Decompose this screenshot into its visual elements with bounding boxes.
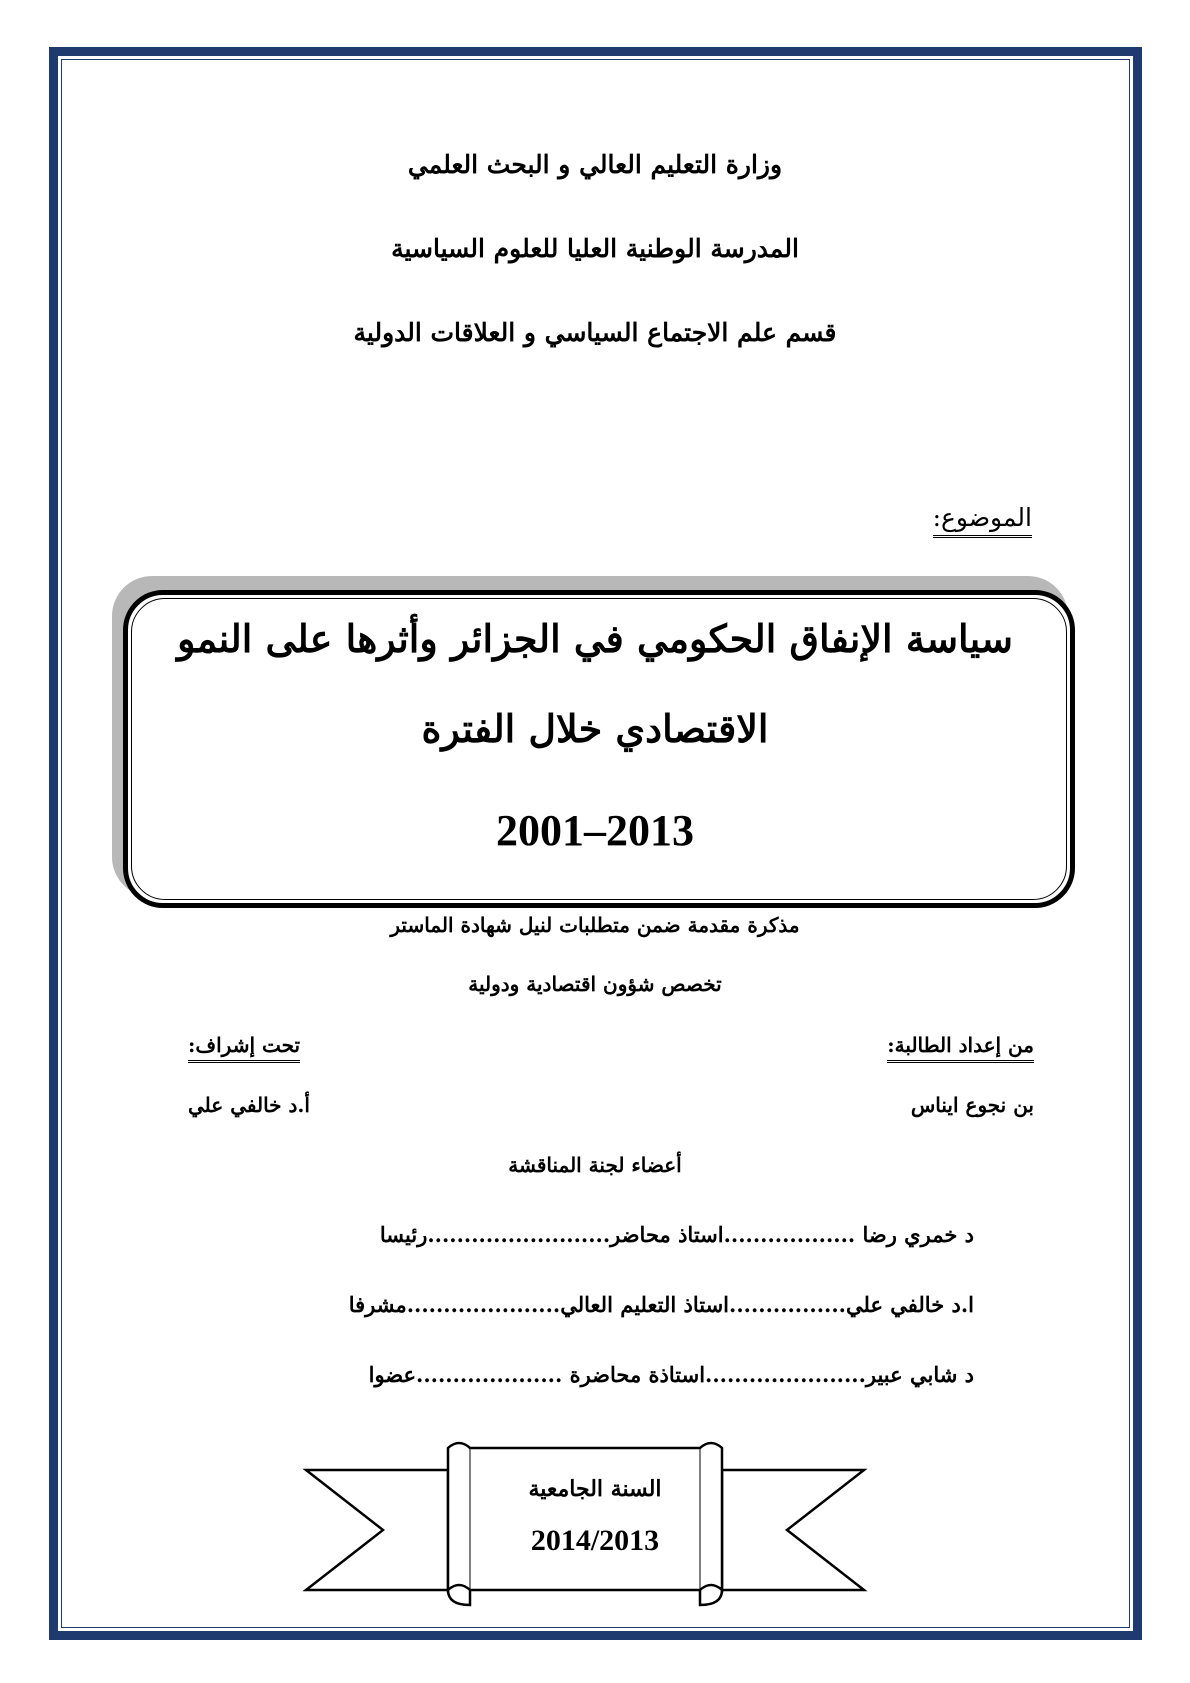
department-name: قسم علم الاجتماع السياسي و العلاقات الدولية — [353, 318, 837, 347]
thesis-purpose: مذكرة مقدمة ضمن متطلبات لنيل شهادة الماستر — [390, 913, 800, 937]
supervisor-name: أ.د خالفي علي — [188, 1093, 310, 1117]
supervisor-label: تحت إشراف: — [188, 1033, 300, 1063]
academic-year-value: 2014/2013 — [530, 1524, 660, 1557]
student-label: من إعداد الطالبة: — [887, 1033, 1034, 1063]
committee-member-3: د شابي عبير......................استاذة محاضرة ....................عضوا — [368, 1362, 974, 1387]
committee-heading: أعضاء لجنة المناقشة — [508, 1153, 682, 1177]
ministry-name: وزارة التعليم العالي و البحث العلمي — [407, 150, 783, 179]
thesis-title-years: 2001–2013 — [496, 806, 694, 855]
subject-label: الموضوع: — [933, 503, 1032, 538]
thesis-title-line-2: الاقتصادي خلال الفترة — [421, 706, 769, 751]
school-name: المدرسة الوطنية العليا للعلوم السياسية — [391, 234, 799, 263]
committee-member-2: ا.د خالفي علي................استاذ التعليم العالي.....................مشرفا — [348, 1292, 974, 1317]
thesis-title-line-1: سياسة الإنفاق الحكومي في الجزائر وأثرها على النمو — [177, 616, 1013, 661]
thesis-specialty: تخصص شؤون اقتصادية ودولية — [468, 972, 722, 996]
committee-member-1: د خمري رضا ..................استاذ محاضر.........................رئيسا — [379, 1222, 974, 1247]
academic-year-label: السنة الجامعية — [528, 1476, 662, 1502]
student-name: بن نجوع ايناس — [910, 1093, 1034, 1117]
